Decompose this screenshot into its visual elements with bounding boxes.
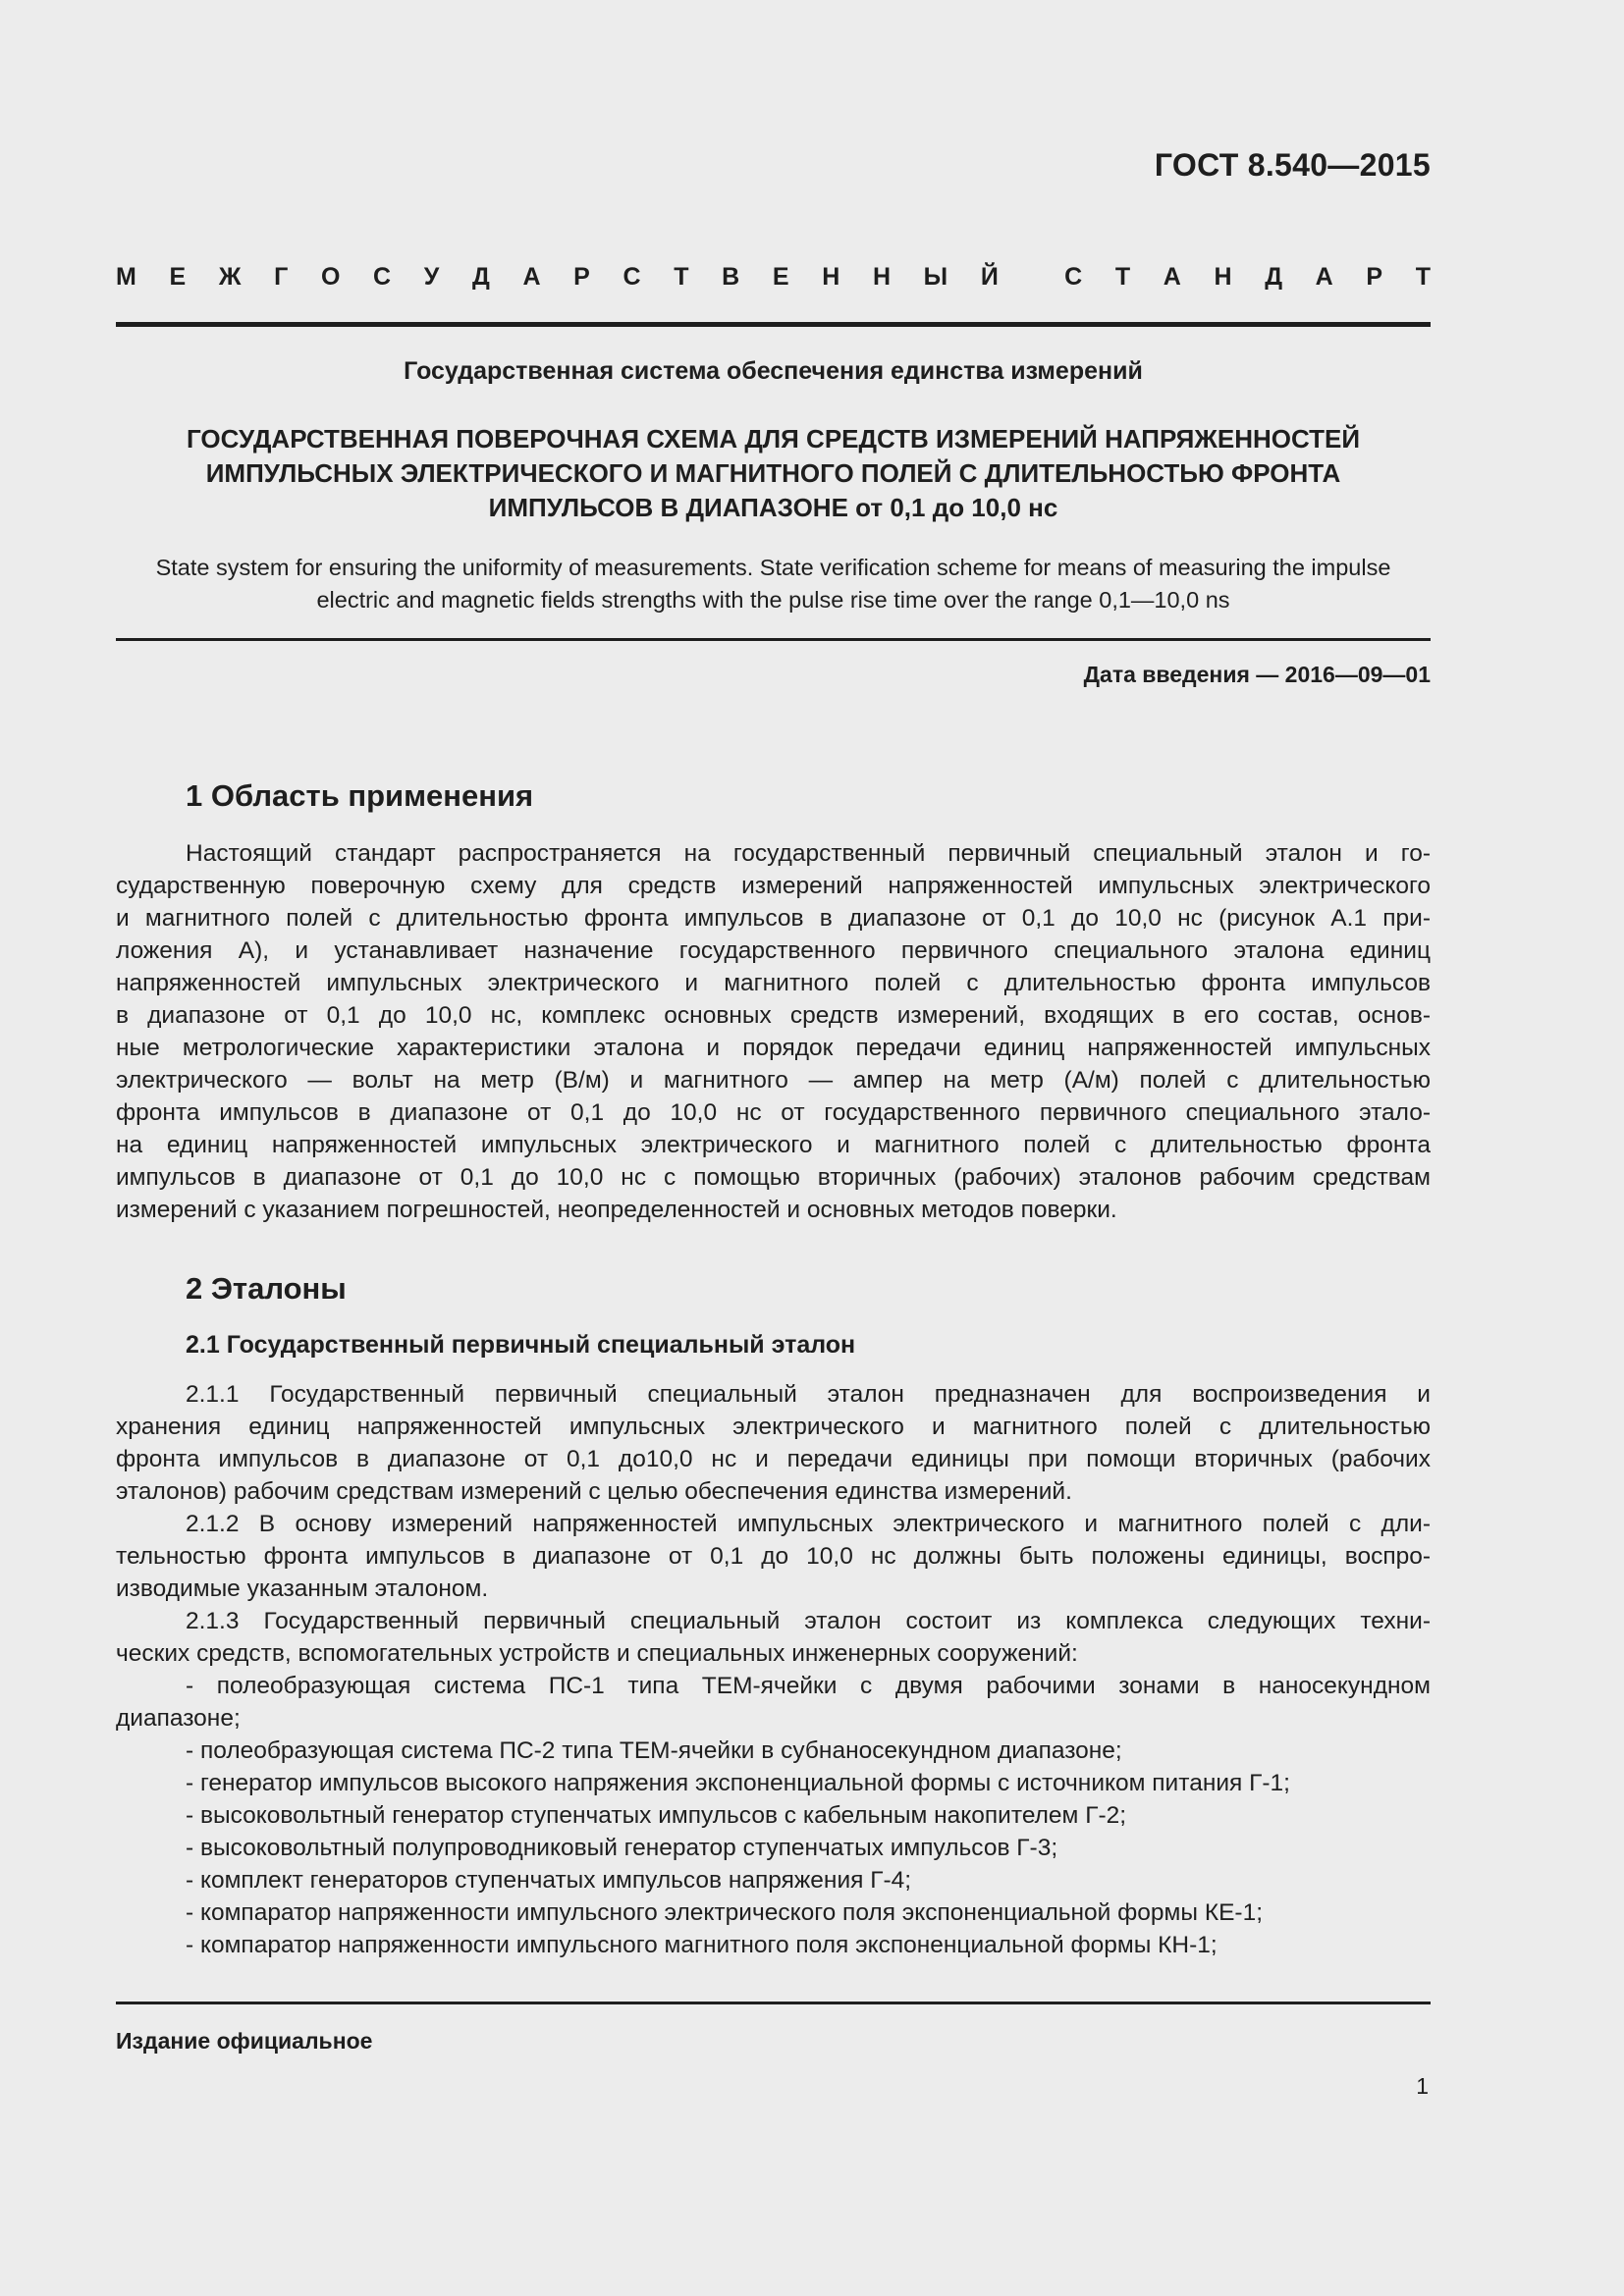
english-title-line: electric and magnetic fields strengths with the pulse rise time over the range 0,1—10,0 ns (316, 587, 1230, 613)
standard-type-letter: О (320, 263, 341, 291)
list-item: - компаратор напряженности импульсного магнитного поля экспоненциальной формы КН-1; (186, 1932, 1218, 1958)
standard-type-letter: У (423, 263, 440, 291)
list-item: - высоковольтный генератор ступенчатых импульсов с кабельным накопителем Г-2; (186, 1802, 1127, 1829)
main-title-line: ИМПУЛЬСОВ В ДИАПАЗОНЕ от 0,1 до 10,0 нс (488, 493, 1058, 522)
english-title (116, 552, 1431, 616)
standard-type-letter: А (522, 263, 541, 291)
text-line: в диапазоне от 0,1 до 10,0 нс, комплекс основных средств измерений, входящих в его состав, основ- (116, 1002, 1431, 1029)
list-item: - высоковольтный полупроводниковый генератор ступенчатых импульсов Г-3; (186, 1835, 1058, 1861)
list-item: - полеобразующая система ПС-2 типа ТЕМ-ячейки в субнаносекундном диапазоне; (186, 1737, 1122, 1764)
text-line: ческих средств, вспомогательных устройств и специальных инженерных сооружений: (116, 1640, 1078, 1667)
section-2-text (116, 1378, 1431, 1961)
standard-type-letter: Р (573, 263, 590, 291)
standard-type-letter: Н (822, 263, 840, 291)
standard-type-letter: С (623, 263, 641, 291)
main-title (116, 422, 1431, 525)
list-item: - компаратор напряженности импульсного электрического поля экспоненциальной формы КЕ-1; (186, 1899, 1264, 1926)
text-line: тельностью фронта импульсов в диапазоне от 0,1 до 10,0 нс должны быть положены единицы, воспро- (116, 1543, 1431, 1570)
standard-type-letter: Т (1114, 263, 1131, 291)
section-1-text (116, 837, 1431, 1226)
standard-type-letter: Т (674, 263, 689, 291)
standard-type-letter: Г (274, 263, 289, 291)
text-line: фронта импульсов в диапазоне от 0,1 до10,0 нс и передачи единицы при помощи вторичных (рабочих (116, 1446, 1431, 1472)
standard-type-letter: С (1064, 263, 1083, 291)
system-title: Государственная система обеспечения единства измерений (404, 357, 1143, 385)
standard-type-letter: Ы (923, 263, 948, 291)
standard-type-letter: Р (1366, 263, 1383, 291)
section-2-heading: 2 Эталоны (186, 1271, 347, 1306)
main-title-line: ГОСУДАРСТВЕННАЯ ПОВЕРОЧНАЯ СХЕМА ДЛЯ СРЕДСТВ ИЗМЕРЕНИЙ НАПРЯЖЕННОСТЕЙ (186, 424, 1361, 454)
main-title-line: ИМПУЛЬСНЫХ ЭЛЕКТРИЧЕСКОГО И МАГНИТНОГО ПОЛЕЙ С ДЛИТЕЛЬНОСТЬЮ ФРОНТА (205, 458, 1341, 488)
introduction-date: Дата введения — 2016—09—01 (1083, 662, 1431, 687)
standard-type-letter: Ж (218, 263, 242, 291)
standard-type-letter: М (116, 263, 136, 291)
header-divider (116, 322, 1431, 327)
text-line: 2.1.1 Государственный первичный специальный эталон предназначен для воспроизведения и (186, 1381, 1431, 1408)
standard-type-letter: А (1163, 263, 1181, 291)
standard-type-letter: Т (1415, 263, 1431, 291)
text-line: Настоящий стандарт распространяется на государственный первичный специальный эталон и го- (186, 840, 1431, 867)
text-line: импульсов в диапазоне от 0,1 до 10,0 нс с помощью вторичных (рабочих) эталонов рабочим средствам (116, 1164, 1431, 1191)
standard-type-letter: Е (169, 263, 187, 291)
standard-type-letter: Д (1265, 263, 1282, 291)
standard-type-letter: Й (980, 263, 999, 291)
text-line: эталонов) рабочим средствам измерений с целью обеспечения единства измерений. (116, 1478, 1072, 1505)
text-line: хранения единиц напряженностей импульсных электрического и магнитного полей с длительностью (116, 1414, 1431, 1440)
text-line: сударственную поверочную схему для средств измерений напряженностей импульсных электрического (116, 873, 1431, 899)
standard-type-heading (116, 263, 1431, 292)
standard-type-letter: Д (471, 263, 490, 291)
text-line: напряженностей импульсных электрического и магнитного полей с длительностью фронта импульсов (116, 970, 1431, 996)
standard-type-letter: Н (1214, 263, 1232, 291)
text-line: 2.1.3 Государственный первичный специальный эталон состоит из комплекса следующих техни- (186, 1608, 1431, 1634)
text-line: измерений с указанием погрешностей, неопределенностей и основных методов поверки. (116, 1197, 1117, 1223)
footer-divider (116, 2002, 1431, 2004)
standard-type-letter: С (373, 263, 392, 291)
document-number: ГОСТ 8.540—2015 (1154, 147, 1431, 183)
official-edition-label: Издание официальное (116, 2028, 373, 2054)
standard-type-letter: В (722, 263, 740, 291)
list-item: диапазоне; (116, 1705, 241, 1732)
standard-type-letter: Е (772, 263, 789, 291)
standard-type-letter: А (1315, 263, 1333, 291)
text-line: фронта импульсов в диапазоне от 0,1 до 10,0 нс от государственного первичного специального этало- (116, 1099, 1431, 1126)
text-line: электрического — вольт на метр (В/м) и магнитного — ампер на метр (А/м) полей с длительностью (116, 1067, 1431, 1094)
english-title-line: State system for ensuring the uniformity of measurements. State verification scheme for means of measuring the impulse (155, 555, 1391, 580)
text-line: ложения А), и устанавливает назначение государственного первичного специального эталона единиц (116, 937, 1431, 964)
standard-type-letter: Н (872, 263, 892, 291)
text-line: и магнитного полей с длительностью фронта импульсов в диапазоне от 0,1 до 10,0 нс (рисунок А.1 при- (116, 905, 1431, 932)
list-item: - полеобразующая система ПС-1 типа ТЕМ-ячейки с двумя рабочими зонами в наносекундном (186, 1673, 1431, 1699)
section-1-heading: 1 Область применения (186, 778, 534, 813)
page-number: 1 (1416, 2073, 1429, 2099)
list-item: - генератор импульсов высокого напряжения экспоненциальной формы с источником питания Г-1; (186, 1770, 1290, 1796)
text-line: на единиц напряженностей импульсных электрического и магнитного полей с длительностью фронта (116, 1132, 1431, 1158)
text-line: 2.1.2 В основу измерений напряженностей импульсных электрического и магнитного полей с дли- (186, 1511, 1431, 1537)
title-divider (116, 638, 1431, 641)
list-item: - комплект генераторов ступенчатых импульсов напряжения Г-4; (186, 1867, 912, 1894)
subsection-2-1-heading: 2.1 Государственный первичный специальный эталон (186, 1331, 856, 1359)
text-line: изводимые указанным эталоном. (116, 1575, 489, 1602)
text-line: ные метрологические характеристики эталона и порядок передачи единиц напряженностей импульсных (116, 1035, 1431, 1061)
